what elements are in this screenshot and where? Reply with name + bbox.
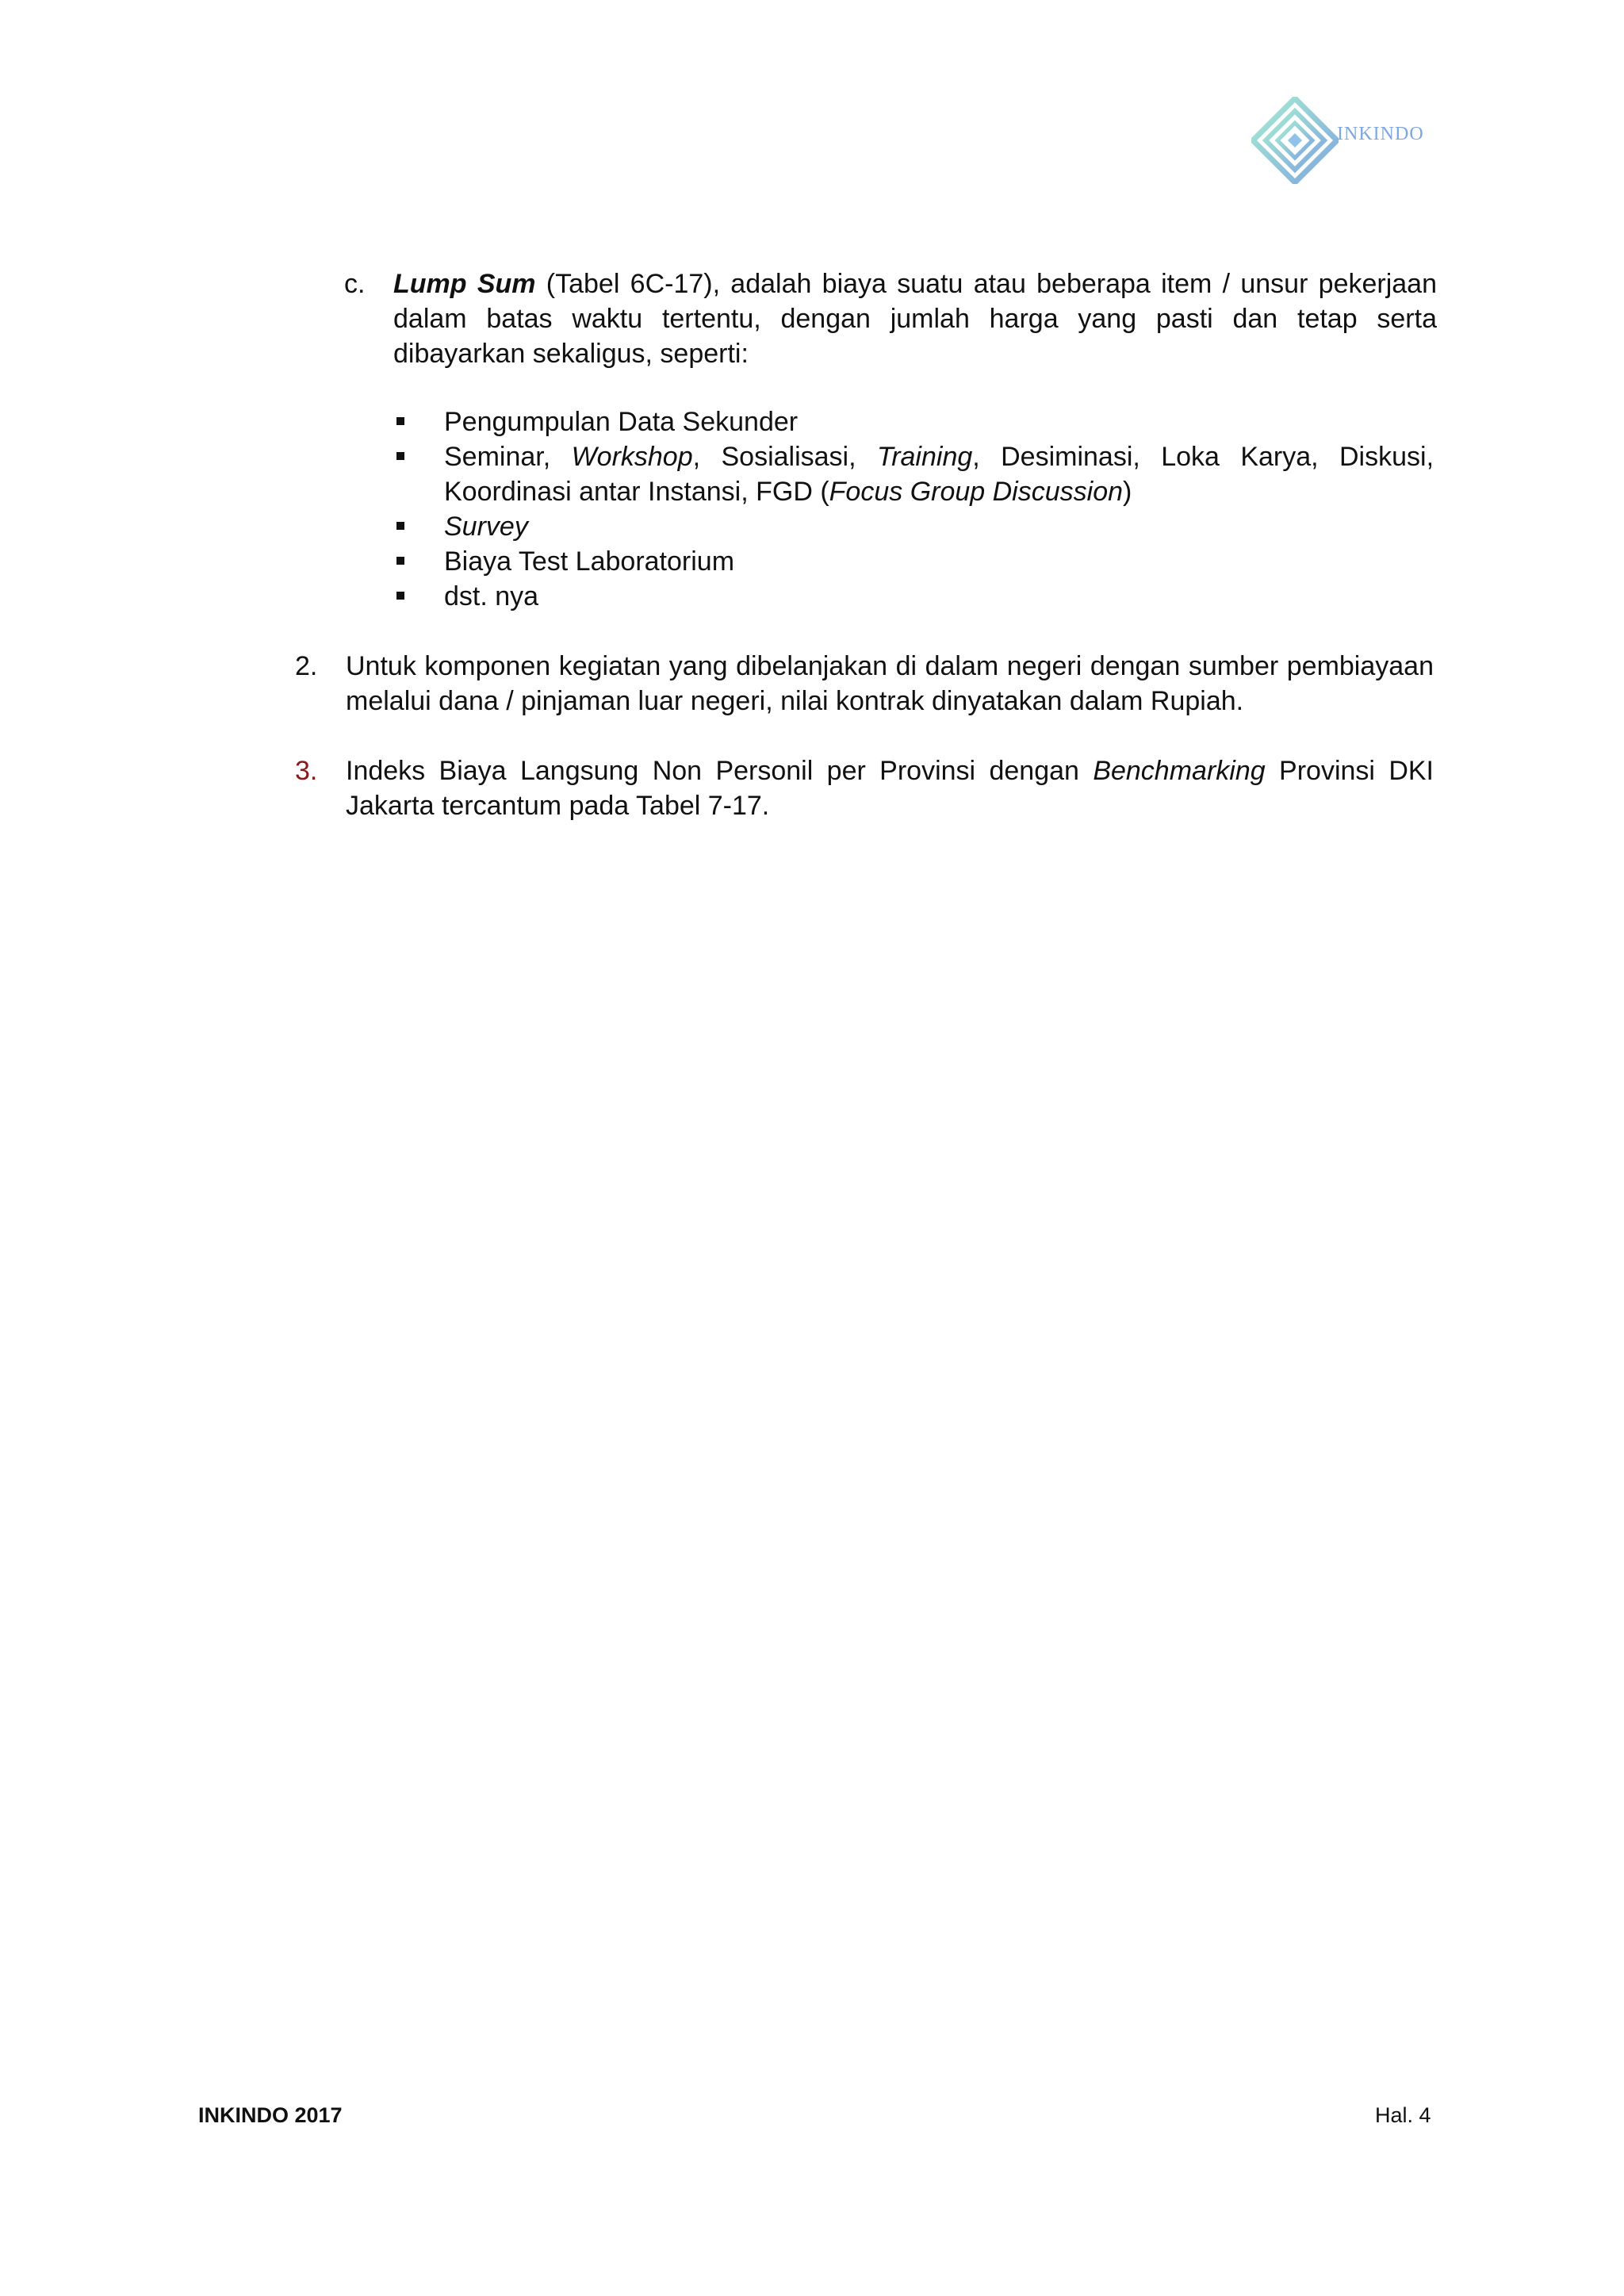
bullet-item (389, 509, 1434, 544)
item-c-body (393, 266, 1624, 371)
bullet-text-part: , Desiminasi, Loka Karya, Diskusi, Koordinasi antar Instansi, FGD ( (444, 442, 1434, 507)
bullet-item (389, 579, 1434, 614)
square-bullet-icon (396, 522, 404, 530)
footer-publisher: INKINDO 2017 (198, 2103, 343, 2127)
bullet-item (389, 544, 1434, 579)
item-2-number: 2. (295, 651, 318, 681)
item-c-paragraph (393, 266, 1437, 371)
item-3-text-after: Provinsi DKI Jakarta tercantum pada Tabel 7-17. (346, 756, 1434, 821)
bullet-text-italic: Survey (444, 512, 528, 542)
logo-text: INKINDO (1337, 124, 1424, 144)
bullet-text-part: Seminar, (444, 442, 572, 472)
square-bullet-icon (396, 557, 404, 565)
item-3-italic-term: Benchmarking (1093, 756, 1266, 786)
bullet-text-italic: Focus Group Discussion (829, 477, 1124, 507)
bullet-text: Pengumpulan Data Sekunder (444, 407, 799, 437)
square-bullet-icon (396, 452, 404, 460)
footer-page-number: Hal. 4 (1375, 2103, 1431, 2127)
bullet-item (389, 439, 1434, 509)
item-3-number: 3. (295, 756, 318, 786)
item-2-text: Untuk komponen kegiatan yang dibelanjakan di dalam negeri dengan sumber pembiayaan melalui dana / pinjaman luar negeri, nilai kontrak dinyatakan dalam Rupiah. (346, 651, 1434, 716)
item-c-label: c. (344, 269, 366, 299)
square-bullet-icon (396, 417, 404, 425)
bullet-item (389, 404, 1434, 439)
item-3-text (346, 753, 1434, 823)
square-bullet-icon (396, 592, 404, 600)
inkindo-diamond-logo-icon (1251, 97, 1339, 184)
lump-sum-description: (Tabel 6C-17), adalah biaya suatu atau beberapa item / unsur pekerjaan dalam batas waktu tertentu, dengan jumlah harga yang pasti dan tetap serta dibayarkan sekaligus, seperti: (393, 269, 1437, 369)
bullet-text-italic: Workshop (571, 442, 693, 472)
bullet-text-italic: Training (876, 442, 973, 472)
bullet-text-part: , Sosialisasi, (692, 442, 877, 472)
bullet-text: Biaya Test Laboratorium (444, 546, 735, 577)
bullet-text-part: ) (1123, 477, 1132, 507)
lump-sum-term: Lump Sum (393, 269, 536, 299)
bullet-text: dst. nya (444, 581, 539, 611)
inkindo-logo (1251, 97, 1450, 188)
item-3-text-before: Indeks Biaya Langsung Non Personil per Provinsi dengan (346, 756, 1094, 786)
lump-sum-bullet-list (389, 404, 1434, 614)
